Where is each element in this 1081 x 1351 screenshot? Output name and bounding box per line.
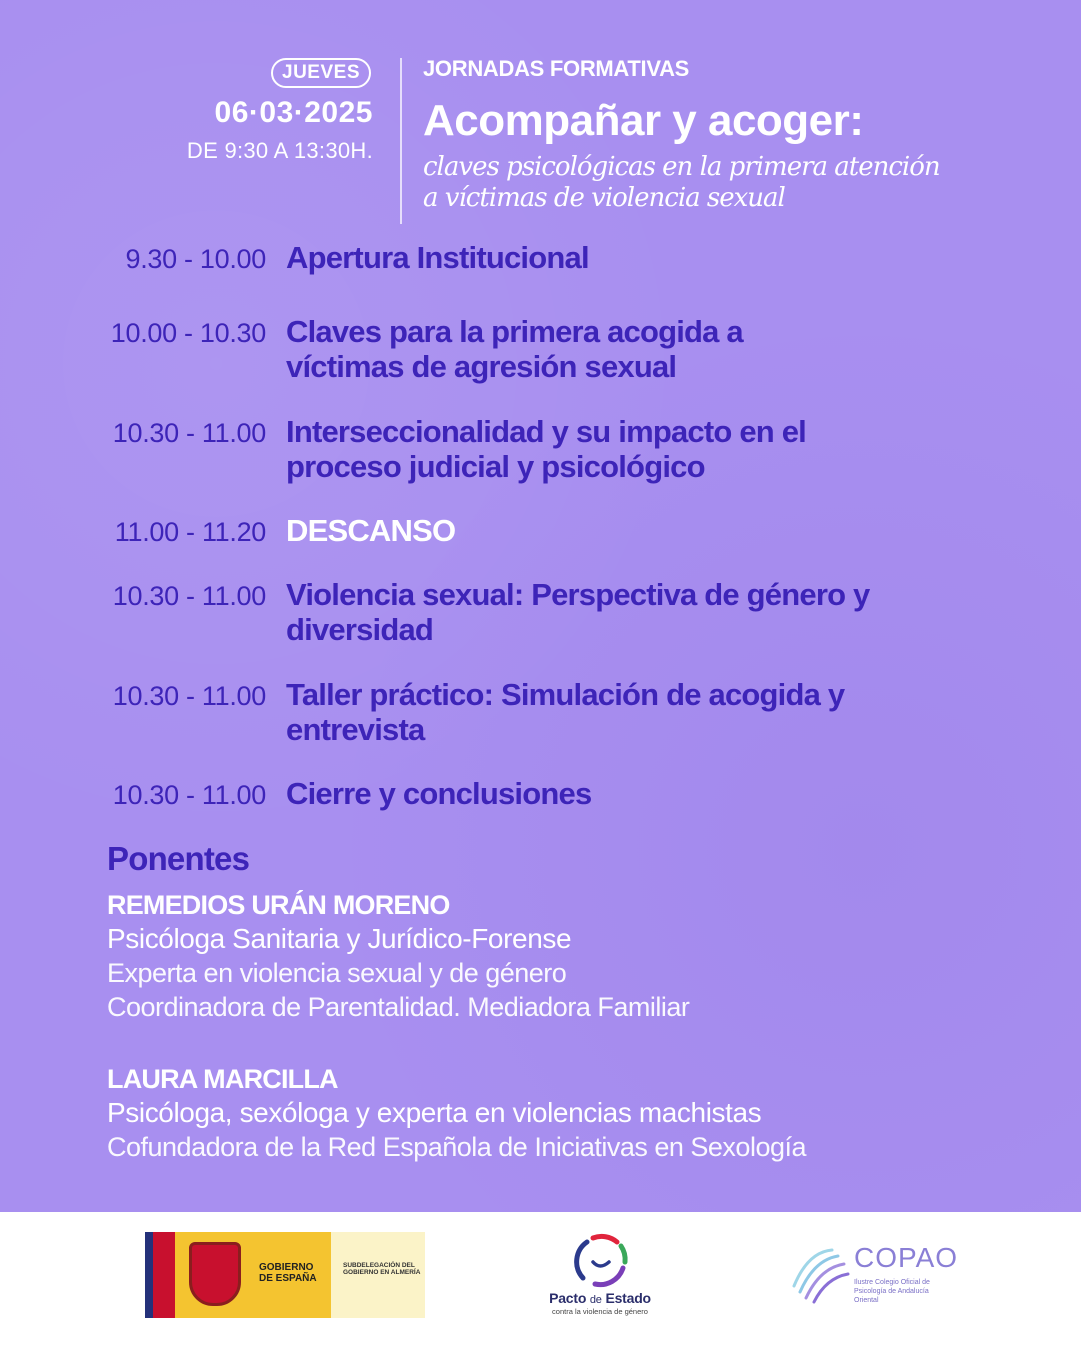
- speaker-role: Psicóloga, sexóloga y experta en violencias machistas: [107, 1097, 762, 1128]
- schedule-time: 11.00 - 11.20: [114, 517, 266, 547]
- speaker-block: [107, 888, 689, 1024]
- schedule-title: Apertura Institucional: [286, 240, 589, 275]
- speaker-name: LAURA MARCILLA: [107, 1064, 338, 1094]
- pacto-smile-icon: [565, 1232, 635, 1288]
- gov-line-2: DE ESPAÑA: [259, 1273, 317, 1284]
- speaker-role: Psicóloga Sanitaria y Jurídico-Forense: [107, 923, 572, 954]
- page-title: Acompañar y acoger:: [423, 96, 864, 145]
- schedule-title: Cierre y conclusiones: [286, 776, 592, 811]
- schedule-time: 9.30 - 10.00: [125, 244, 266, 274]
- schedule-title: Interseccionalidad y su impacto en el proceso judicial y psicológico: [286, 414, 806, 484]
- coat-of-arms-icon: [189, 1242, 241, 1306]
- pacto-main: Pacto: [549, 1290, 587, 1306]
- speaker-name: REMEDIOS URÁN MORENO: [107, 890, 450, 920]
- day-badge: JUEVES: [271, 58, 371, 88]
- event-date: 06·03·2025: [214, 96, 373, 129]
- schedule-time: 10.00 - 10.30: [110, 318, 266, 348]
- subdelegacion-text: SUBDELEGACIÓN DEL GOBIERNO EN ALMERÍA: [331, 1232, 425, 1318]
- copao-name: COPAO: [854, 1242, 959, 1273]
- schedule-time: 10.30 - 11.00: [112, 418, 266, 448]
- title-block: [423, 56, 940, 214]
- speaker-detail: Coordinadora de Parentalidad. Mediadora Familiar: [107, 992, 690, 1022]
- copao-waves-icon: [788, 1242, 852, 1306]
- copao-subtitle: Ilustre Colegio Oficial de Psicología de Andalucía Oriental: [854, 1279, 930, 1304]
- subtitle-line-2: a víctimas de violencia sexual: [423, 183, 785, 213]
- schedule-title: Taller práctico: Simulación de acogida y entrevista: [286, 677, 845, 747]
- footer-logos: [0, 1212, 1081, 1351]
- pacto-de: de: [589, 1294, 602, 1306]
- schedule-title: Violencia sexual: Perspectiva de género y diversidad: [286, 577, 870, 647]
- schedule-time: 10.30 - 11.00: [112, 581, 266, 611]
- speaker-detail: Experta en violencia sexual y de género: [107, 958, 567, 988]
- speaker-detail: Cofundadora de la Red Española de Iniciativas en Sexología: [107, 1132, 806, 1162]
- speakers-heading: Ponentes: [107, 840, 250, 877]
- pacto-estado-logo: [540, 1232, 660, 1316]
- pacto-estado: Estado: [605, 1290, 651, 1306]
- schedule-time: 10.30 - 11.00: [112, 780, 266, 810]
- date-block: [187, 58, 373, 164]
- event-kicker: JORNADAS FORMATIVAS: [423, 56, 690, 81]
- pacto-subtitle: contra la violencia de género: [552, 1307, 648, 1316]
- event-hours: DE 9:30 A 13:30H.: [186, 138, 373, 163]
- gobierno-logo: [145, 1232, 425, 1318]
- schedule-time: 10.30 - 11.00: [112, 681, 266, 711]
- speaker-block: [107, 1062, 806, 1164]
- subtitle-line-1: claves psicológicas en la primera atención: [423, 152, 940, 182]
- gov-line-1: GOBIERNO: [259, 1262, 314, 1273]
- header-divider: [400, 58, 402, 224]
- schedule-title: Claves para la primera acogida a víctimas de agresión sexual: [286, 314, 743, 384]
- copao-logo: [788, 1242, 958, 1312]
- page-subtitle: [423, 152, 940, 214]
- schedule-title: DESCANSO: [286, 513, 456, 548]
